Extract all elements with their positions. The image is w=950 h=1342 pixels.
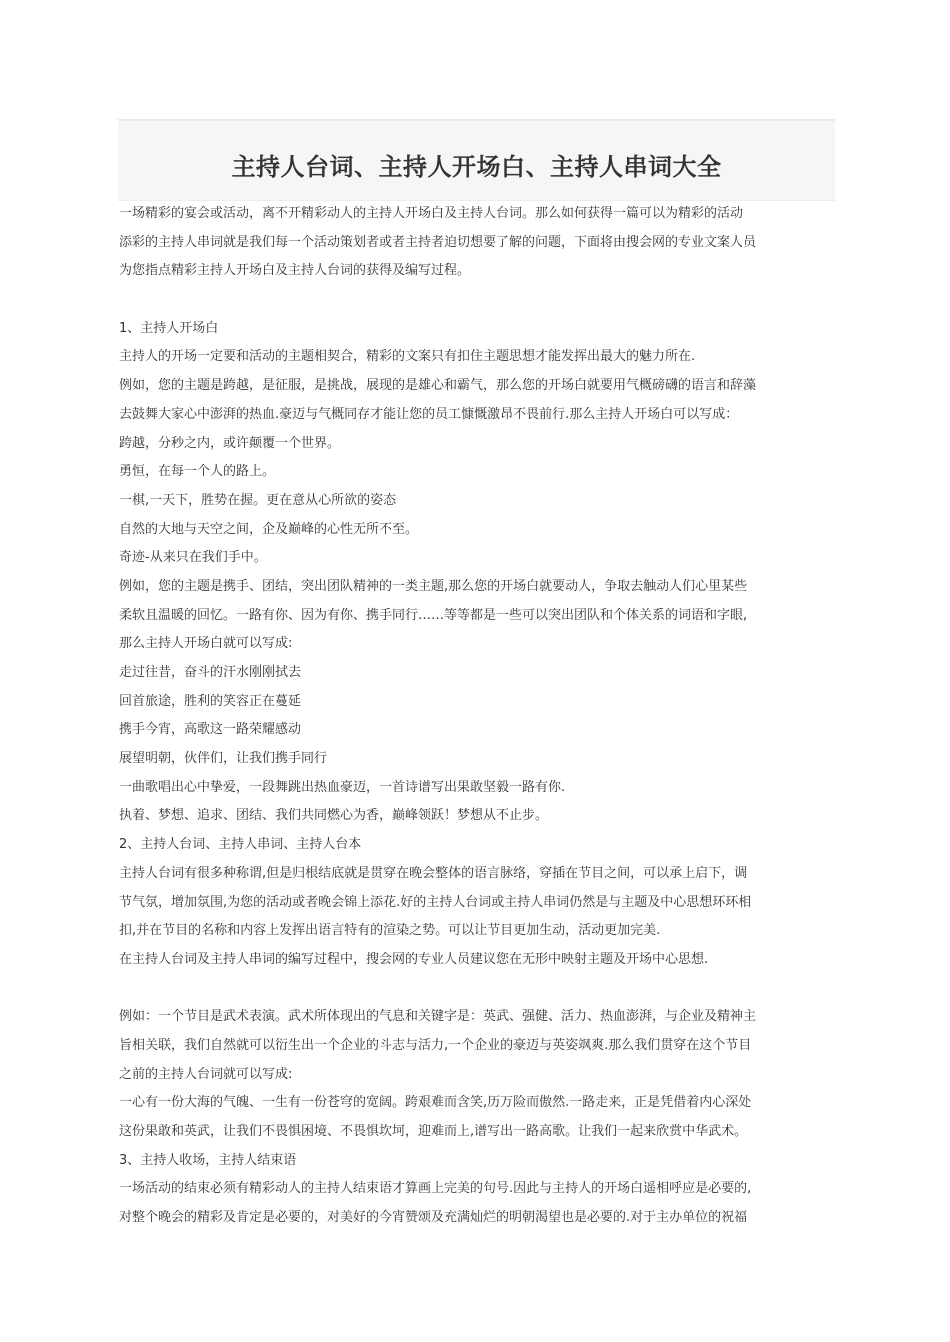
blank-line	[119, 286, 835, 315]
title-banner	[118, 119, 835, 201]
paragraph-line: 一曲歌唱出心中挚爱，一段舞跳出热血豪迈，一首诗谱写出果敢坚毅一路有你.	[119, 779, 566, 795]
paragraph-line: 例如，您的主题是携手、团结，突出团队精神的一类主题,那么您的开场白就要动人，争取去触动人们心里某些	[119, 578, 748, 594]
paragraph-line: 扣,并在节目的名称和内容上发挥出语言特有的渲染之势。可以让节目更加生动，活动更加完美.	[119, 923, 661, 939]
paragraph-line: 旨相关联，我们自然就可以衍生出一个企业的斗志与活力,一个企业的豪迈与英姿飒爽.那么我们贯穿在这个节目	[119, 1037, 752, 1053]
paragraph-line: 展望明朝，伙伴们，让我们携手同行	[119, 751, 328, 767]
paragraph-line: 那么主持人开场白就可以写成:	[119, 636, 293, 652]
paragraph-line: 一棋,一天下，胜势在握。更在意从心所欲的姿态	[119, 492, 397, 508]
page-title: 主持人台词、主持人开场白、主持人串词大全	[231, 153, 722, 181]
paragraph-line: 例如：一个节目是武术表演。武术所体现出的气息和关键字是：英武、强健、活力、热血澎湃，与企业及精神主	[119, 1009, 757, 1025]
paragraph-line: 添彩的主持人串词就是我们每一个活动策划者或者主持者迫切想要了解的问题，下面将由搜会网的专业文案人员	[119, 234, 757, 250]
paragraph-line: 例如，您的主题是跨越，是征服，是挑战，展现的是雄心和霸气，那么您的开场白就要用气概磅礴的语言和辞藻	[119, 378, 757, 394]
paragraph-line: 3、主持人收场，主持人结束语	[119, 1152, 297, 1168]
paragraph-line: 勇恒，在每一个人的路上。	[119, 464, 276, 480]
paragraph-line: 为您指点精彩主持人开场白及主持人台词的获得及编写过程。	[119, 263, 471, 279]
paragraph-line: 柔软且温暖的回忆。一路有你、因为有你、携手同行……等等都是一些可以突出团队和个体关系的词语和字眼,	[119, 607, 748, 623]
paragraph-line: 之前的主持人台词就可以写成:	[119, 1066, 293, 1082]
paragraph-line: 2、主持人台词、主持人串词、主持人台本	[119, 837, 362, 853]
paragraph-line: 节气氛，增加氛围,为您的活动或者晚会锦上添花.好的主持人台词或主持人串词仍然是与主题及中心思想环环相	[119, 894, 752, 910]
paragraph-line: 一场精彩的宴会或活动，离不开精彩动人的主持人开场白及主持人台词。那么如何获得一篇可以为精彩的活动	[119, 206, 744, 221]
blank-line	[119, 975, 835, 1004]
paragraph-line: 一心有一份大海的气魄、一生有一份苍穹的宽阔。跨艰难而含笑,历万险而傲然.一路走来，正是凭借着内心深处	[119, 1095, 752, 1111]
article-body	[119, 200, 835, 1233]
paragraph-line: 去鼓舞大家心中澎湃的热血.豪迈与气概同存才能让您的员工慷慨激昂不畏前行.那么主持人开场白可以写成：	[119, 406, 739, 422]
paragraph-line: 在主持人台词及主持人串词的编写过程中，搜会网的专业人员建议您在无形中映射主题及开场中心思想.	[119, 951, 709, 967]
paragraph-line: 1、主持人开场白	[119, 320, 219, 336]
paragraph-line: 自然的大地与天空之间，企及巅峰的心性无所不至。	[119, 521, 419, 537]
paragraph-line: 携手今宵，高歌这一路荣耀感动	[119, 722, 302, 738]
paragraph-line: 这份果敢和英武，让我们不畏惧困境、不畏惧坎坷，迎难而上,谱写出一路高歌。让我们一起来欣赏中华武术。	[119, 1124, 748, 1139]
paragraph-line: 主持人台词有很多种称谓,但是归根结底就是贯穿在晚会整体的语言脉络，穿插在节目之间，可以承上启下，调	[119, 865, 748, 881]
paragraph-line: 走过往昔，奋斗的汗水刚刚拭去	[119, 665, 302, 680]
paragraph-line: 执着、梦想、追求、团结、我们共同燃心为香，巅峰领跃！梦想从不止步。	[119, 808, 549, 824]
paragraph-line: 对整个晚会的精彩及肯定是必要的，对美好的今宵赞颂及充满灿烂的明朝渴望也是必要的.对于主办单位的祝福	[119, 1210, 748, 1226]
paragraph-line: 跨越，分秒之内，或许颠覆一个世界。	[119, 435, 341, 451]
paragraph-line: 奇迹-从来只在我们手中。	[119, 550, 267, 566]
paragraph-line: 一场活动的结束必须有精彩动人的主持人结束语才算画上完美的句号.因此与主持人的开场白遥相呼应是必要的,	[119, 1181, 752, 1197]
paragraph-line: 主持人的开场一定要和活动的主题相契合，精彩的文案只有扣住主题思想才能发挥出最大的魅力所在.	[119, 349, 696, 365]
paragraph-line: 回首旅途，胜利的笑容正在蔓延	[119, 693, 302, 709]
